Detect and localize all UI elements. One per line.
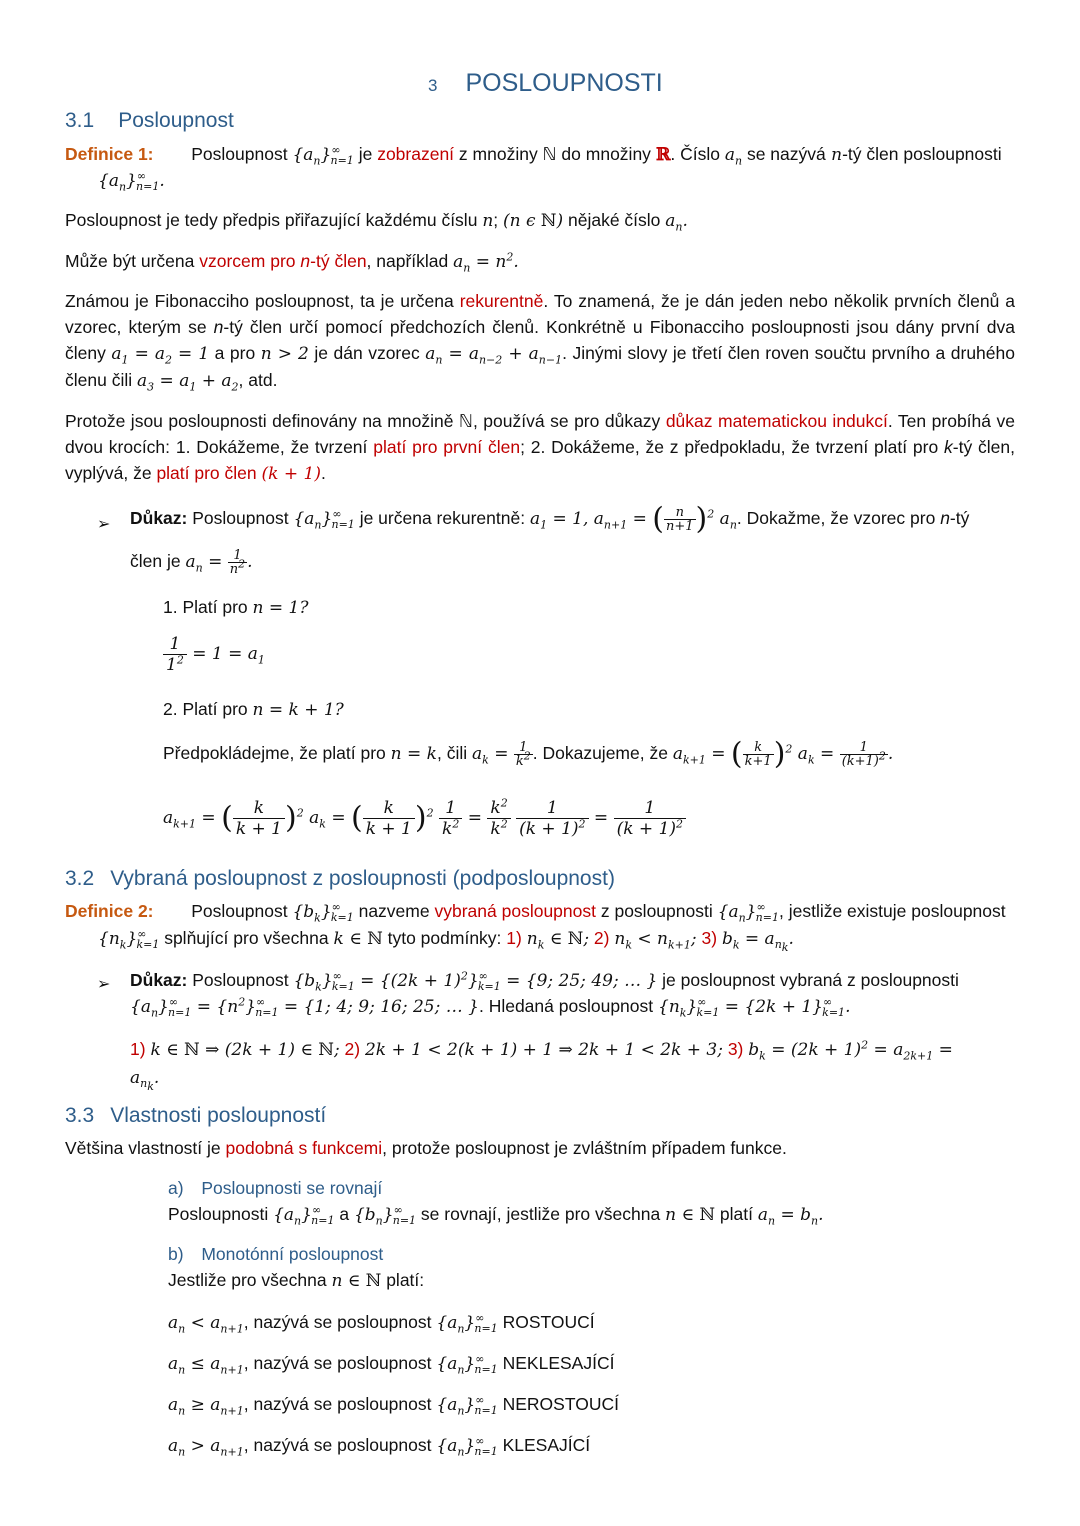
text: Jestliže pro všechna — [168, 1270, 327, 1290]
definition-1: Definice 1: Posloupnost $\{a_n\}^\infty_{n=1}$ je zobrazení z množiny ℕ do množiny ℝ. Číslo $a_n$ se nazývá n-tý člen posloupnosti — [65, 143, 1002, 168]
text: a pro — [214, 343, 256, 363]
text: ; 2. Dokážeme, že z předpokladu, že tvrzení platí pro — [520, 437, 939, 457]
monotone-type: ROSTOUCÍ — [502, 1312, 595, 1332]
text: Posloupnosti — [168, 1204, 269, 1224]
proof-label: Důkaz: — [130, 970, 188, 990]
proof-assumption: Předpokládejme, že platí pro n = k, čili $a_k$ = $\frac{1}{k^2}$ . Dokazujeme, že $a_{k+1}$ = ( $\frac{k}{k+1}$ )$^2$ $a_k$ = $\frac{1}{(k+1)^2}$ . — [163, 736, 894, 772]
text: 2. Platí pro — [163, 699, 248, 719]
text: , například — [366, 251, 449, 271]
text: , protože posloupnost je zvláštním případem funkce. — [382, 1138, 787, 1158]
text: z množiny ℕ do množiny — [458, 144, 651, 164]
text: je určena rekurentně: — [359, 508, 526, 528]
monotone-nondecreasing: $a_n \le a_{n+1}$, nazývá se posloupnost $\{a_n\}^\infty_{n=1}$ NEKLESAJÍCÍ — [168, 1352, 615, 1377]
text: Většina vlastností je — [65, 1138, 221, 1158]
text: Posloupnost — [191, 144, 288, 164]
text: se rovnají, jestliže pro všechna — [420, 1204, 661, 1224]
highlight: platí pro člen — [156, 463, 257, 483]
proof-step-1-eq: $\frac{1}{1^2}$ = $1 = a_1$ — [163, 634, 265, 675]
chapter-number: 3 — [428, 76, 438, 95]
text: 1. Platí pro — [163, 597, 248, 617]
section-title: Vlastnosti posloupností — [110, 1104, 327, 1127]
chapter-heading — [428, 70, 663, 99]
text: , nazývá se posloupnost — [243, 1435, 432, 1455]
proof-step-2: 2. Platí pro n = k + 1? — [163, 699, 344, 720]
definition-1-cont: $\{a_n\}^\infty_{n=1}$. — [98, 169, 165, 194]
text: je dán vzorec — [314, 343, 420, 363]
text: Posloupnost je tedy předpis přiřazující každému číslu — [65, 210, 478, 230]
text: . Ten probíhá ve dvou krocích: 1. Dokážeme, že tvrzení — [65, 411, 1015, 457]
list-label: b) — [168, 1244, 184, 1264]
text: Protože jsou posloupnosti definovány na množině ℕ, používá se pro důkazy — [65, 411, 661, 431]
section-number: 3.2 — [65, 867, 95, 890]
text: Může být určena — [65, 251, 195, 271]
proof-2-conditions: 1) k ∈ ℕ ⇒ (2k + 1) ∈ ℕ; 2) 2k + 1 < 2(k + 1) + 1 ⇒ 2k + 1 < 2k + 3; 3) $b_k = (2k + 1)^2 = a_{2k+1}$ = — [130, 1038, 953, 1063]
text: , jestliže existuje posloupnost — [778, 901, 1006, 921]
text: se nazývá — [746, 144, 826, 164]
definition-2: Definice 2: Posloupnost $\{b_k\}^\infty_{k=1}$ nazveme vybraná posloupnost z posloupnosti $\{a_n\}^\infty_{n=1}$, jestliže existuje posloupnost — [65, 900, 1006, 925]
highlight: -tý člen — [310, 251, 367, 271]
text: -tý člen, vyplývá, že — [65, 437, 1015, 483]
section-heading-3-3 — [65, 1103, 326, 1129]
section-number: 3.3 — [65, 1104, 95, 1127]
text: platí — [719, 1204, 753, 1224]
text: splňující pro všechna — [164, 928, 329, 948]
text: . Jinými slovy je třetí člen roven součtu prvního a druhého členu čili — [65, 343, 1015, 390]
bullet-arrow-icon: ➢ — [97, 516, 111, 533]
highlight: důkaz matematickou indukcí — [665, 411, 888, 431]
text: -tý — [949, 508, 970, 528]
text: z posloupnosti — [600, 901, 713, 921]
text: . Dokažme, že vzorec pro — [736, 508, 936, 528]
text: je — [358, 144, 373, 164]
monotone-intro: Jestliže pro všechna n ∈ ℕ platí: — [168, 1270, 425, 1291]
text: je posloupnost vybraná z posloupnosti — [662, 970, 959, 990]
highlight: platí pro první člen — [373, 437, 521, 457]
text: a — [339, 1204, 350, 1224]
list-label: a) — [168, 1178, 184, 1198]
highlight: vybraná posloupnost — [434, 901, 596, 921]
highlight: rekurentně — [459, 291, 544, 311]
bullet-arrow-icon: ➢ — [97, 976, 111, 993]
highlight: vzorcem pro — [199, 251, 296, 271]
proof-2: Důkaz: Posloupnost $\{b_k\}^\infty_{k=1} = \{(2k + 1)^2\}^\infty_{k=1} = \{9$; 25; 49; … } je posloupnost vybraná z posloupnosti — [130, 969, 959, 994]
subheading-title: Posloupnosti se rovnají — [201, 1178, 383, 1198]
text: Posloupnost — [192, 970, 289, 990]
proof-1-cont: člen je $a_n$ = $\frac{1}{n^2}$ . — [130, 548, 253, 577]
proof-step-1: 1. Platí pro n = 1? — [163, 597, 309, 618]
text: platí: — [386, 1270, 425, 1290]
chapter-title: POSLOUPNOSTI — [465, 69, 663, 97]
proof-derivation: $a_{k+1}$ = ( $\frac{k}{k + 1}$ )$^2$ $a_k$ = ( $\frac{k}{k + 1}$ )$^2$ $\frac{1}{k^2}$ = $\frac{k^2}{k^2}$ $\frac{1}{(k + 1)^2}$ = $\frac{1}{(k + 1)^2}$ — [163, 798, 686, 839]
paragraph-induction: Protože jsou posloupnosti definovány na množině ℕ, používá se pro důkazy důkaz matematickou indukcí. Ten probíhá ve dvou krocích: 1. Dokážeme, že tvrzení platí pro první člen; 2. Dokážeme, že z předpokladu, že tvrzení platí pro k-tý člen, vyplývá, že platí pro člen (k + 1). — [65, 411, 1015, 484]
text: člen je — [130, 551, 181, 571]
text: , čili — [436, 743, 468, 763]
text: , nazývá se posloupnost — [243, 1394, 432, 1414]
definition-2-cont: $\{n_k\}^\infty_{k=1}$ splňující pro všechna k ∈ ℕ tyto podmínky: 1) $n_k$ ∈ ℕ; 2) $n_k < n_{k+1}$; 3) $b_k = a_{n_k}$. — [98, 927, 794, 955]
text: Posloupnost — [191, 901, 288, 921]
monotone-type: NEKLESAJÍCÍ — [502, 1353, 615, 1373]
section-heading-3-2 — [65, 866, 615, 892]
proof-label: Důkaz: — [130, 508, 188, 528]
highlight: zobrazení — [377, 144, 455, 164]
subheading-a — [168, 1175, 382, 1201]
definition-label: Definice 2: — [65, 901, 154, 921]
subheading-b — [168, 1241, 383, 1267]
text: -tý člen posloupnosti — [842, 144, 1002, 164]
section-number: 3.1 — [65, 109, 95, 132]
text: tyto podmínky: — [387, 928, 502, 948]
proof-2-end: $a_{n_k}$. — [130, 1068, 160, 1094]
text: . Dokazujeme, že — [532, 743, 668, 763]
text: . Hledaná posloupnost — [478, 996, 654, 1016]
section-heading-3-1 — [65, 108, 234, 134]
text: Posloupnost — [192, 508, 289, 528]
section-title: Vybraná posloupnost z posloupnosti (podposloupnost) — [110, 867, 615, 890]
paragraph-1: Posloupnost je tedy předpis přiřazující každému číslu n; (n ϵ ℕ) nějaké číslo $a_n$. — [65, 210, 688, 234]
monotone-decreasing: $a_n > a_{n+1}$, nazývá se posloupnost $\{a_n\}^\infty_{n=1}$ KLESAJÍCÍ — [168, 1434, 591, 1459]
monotone-increasing: $a_n < a_{n+1}$, nazývá se posloupnost $\{a_n\}^\infty_{n=1}$ ROSTOUCÍ — [168, 1311, 595, 1336]
proof-2-cont: $\{a_n\}^\infty_{n=1} = \{n^2\}^\infty_{n=1} = \{1$; 4; 9; 16; 25; … }. Hledaná posloupnost $\{n_k\}^\infty_{k=1} = \{2k + 1\}^\infty_{k=1}$. — [130, 995, 851, 1020]
paragraph-2: Může být určena vzorcem pro n-tý člen, například $a_n = n^2$. — [65, 250, 519, 275]
paragraph-fibonacci: Známou je Fibonacciho posloupnost, ta je určena rekurentně. To znamená, že je dán jeden nebo několik prvních členů a vzorec, kterým se n-tý člen určí pomocí předchozích členů. Konkrétně u Fibonacciho posloupnosti jsou dány první dva členy $a_1 = a_2 = 1$ a pro n > 2 je dán vzorec $a_n = a_{n-2} + a_{n-1}$. Jinými slovy je třetí člen roven součtu prvního a druhého členu čili $a_3 = a_1 + a_2$, atd. — [65, 291, 1015, 394]
text: . To znamená, že je dán jeden nebo několik prvních členů a vzorec, kterým se — [65, 291, 1015, 337]
subheading-title: Monotónní posloupnost — [201, 1244, 384, 1264]
section-title: Posloupnost — [118, 109, 234, 132]
text: , nazývá se posloupnost — [243, 1312, 432, 1332]
text: , nazývá se posloupnost — [243, 1353, 432, 1373]
text: . Číslo — [670, 144, 720, 164]
text: nazveme — [358, 901, 430, 921]
proof-1: Důkaz: Posloupnost $\{a_n\}^\infty_{n=1}$ je určena rekurentně: $a_1 = 1$, $a_{n+1}$ = ( $\frac{n}{n+1}$ )$^2$ $a_n$. Dokažme, že vzorec pro n-tý — [130, 501, 970, 537]
text: , atd. — [238, 370, 278, 390]
equal-sequences-text: Posloupnosti $\{a_n\}^\infty_{n=1}$ a $\{b_n\}^\infty_{n=1}$ se rovnají, jestliže pro všechna n ∈ ℕ platí $a_n = b_n$. — [168, 1203, 824, 1228]
monotone-nonincreasing: $a_n \ge a_{n+1}$, nazývá se posloupnost $\{a_n\}^\infty_{n=1}$ NEROSTOUCÍ — [168, 1393, 619, 1418]
text: nějaké číslo — [567, 210, 661, 230]
text: Předpokládejme, že platí pro — [163, 743, 386, 763]
monotone-type: NEROSTOUCÍ — [502, 1394, 619, 1414]
definition-label: Definice 1: — [65, 144, 154, 164]
highlight: podobná s funkcemi — [225, 1138, 383, 1158]
text: Známou je Fibonacciho posloupnost, ta je určena — [65, 291, 454, 311]
text: -tý člen určí pomocí předchozích členů. Konkrétně u Fibonacciho posloupnosti jsou dány první dva členy — [65, 317, 1015, 363]
monotone-type: KLESAJÍCÍ — [502, 1435, 591, 1455]
paragraph-properties — [65, 1135, 787, 1161]
